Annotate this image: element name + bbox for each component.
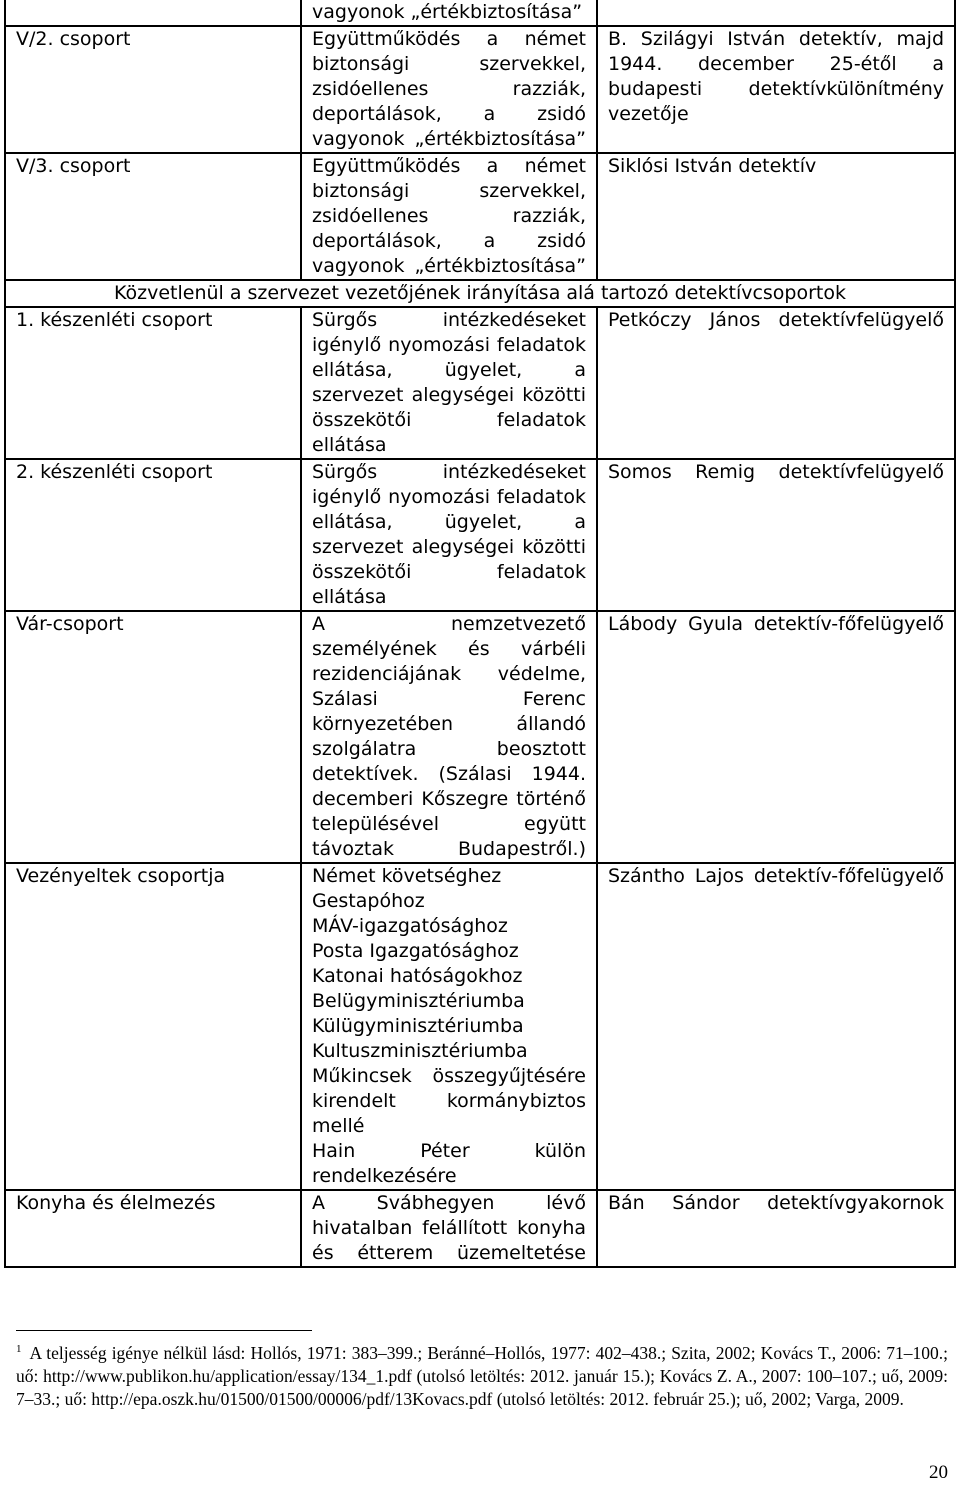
- leader-cell: B. Szilágyi István detektív, majd 1944. december 25-étől a budapesti detektívkülönítmény vezetője: [597, 26, 955, 153]
- assignment-line: Posta Igazgatósághoz: [312, 940, 519, 962]
- leader-cell: Petkóczy János detektívfelügyelő: [597, 307, 955, 459]
- table-row: [5, 611, 955, 863]
- table-row: [5, 0, 955, 26]
- section-header: Közvetlenül a szervezet vezetőjének irányítása alá tartozó detektívcsoportok: [5, 280, 955, 307]
- table-row: [5, 863, 955, 1190]
- page-number: 20: [929, 1462, 948, 1483]
- assignment-line: Kultuszminisztériumba: [312, 1040, 528, 1062]
- leader-cell: Szántho Lajos detektív-főfelügyelő: [597, 863, 955, 1190]
- task-cell: Sürgős intézkedéseket igénylő nyomozási feladatok ellátása, ügyelet, a szervezet alegységei közötti összekötői feladatok ellátása: [301, 307, 597, 459]
- leader-cell: Siklósi István detektív: [597, 153, 955, 280]
- group-name-cell: V/3. csoport: [5, 153, 301, 280]
- footnote-separator: [16, 1330, 312, 1331]
- leader-cell: [597, 0, 955, 26]
- assignment-line: MÁV-igazgatósághoz: [312, 915, 508, 937]
- footnote: [16, 1342, 948, 1411]
- assignment-line: Külügyminisztériumba: [312, 1015, 524, 1037]
- table-section-header-row: [5, 280, 955, 307]
- group-name-cell: Vezényeltek csoportja: [5, 863, 301, 1190]
- leader-cell: Somos Remig detektívfelügyelő: [597, 459, 955, 611]
- task-cell: A nemzetvezető személyének és várbéli rezidenciájának védelme, Szálasi Ferenc környezetében állandó szolgálatra beosztott detektívek. (Szálasi 1944. decemberi Kőszegre történő településével együtt távoztak Budapestről.): [301, 611, 597, 863]
- group-name-cell: [5, 0, 301, 26]
- assignment-line: Katonai hatóságokhoz: [312, 965, 523, 987]
- table-row: [5, 307, 955, 459]
- task-cell: [301, 863, 597, 1190]
- organization-table: [4, 0, 956, 1268]
- assignment-line: Gestapóhoz: [312, 890, 425, 912]
- assignment-line: mellé: [312, 1115, 365, 1137]
- group-name-cell: Konyha és élelmezés: [5, 1190, 301, 1267]
- task-cell: Együttműködés a német biztonsági szervekkel, zsidóellenes razziák, deportálások, a zsidó vagyonok „értékbiztosítása”: [301, 26, 597, 153]
- table-row: [5, 1190, 955, 1267]
- assignment-line: Műkincsek összegyűjtésére kirendelt kormánybiztos: [312, 1065, 586, 1112]
- task-cell: vagyonok „értékbiztosítása”: [301, 0, 597, 26]
- table-row: [5, 153, 955, 280]
- task-cell: Együttműködés a német biztonsági szervekkel, zsidóellenes razziák, deportálások, a zsidó vagyonok „értékbiztosítása”: [301, 153, 597, 280]
- leader-cell: Lábody Gyula detektív-főfelügyelő: [597, 611, 955, 863]
- table-row: [5, 26, 955, 153]
- assignment-line: rendelkezésére: [312, 1165, 457, 1187]
- assignment-line: Német követséghez: [312, 865, 502, 887]
- group-name-cell: Vár-csoport: [5, 611, 301, 863]
- group-name-cell: 1. készenléti csoport: [5, 307, 301, 459]
- footnote-text: A teljesség igénye nélkül lásd: Hollós, 1971: 383–399.; Beránné–Hollós, 1977: 402–438.; Szita, 2002; Kovács T., 2006: 71–100.; uő: http://www.publikon.hu/application/essay/134_1.pdf (utolsó letöltés: 2012. január 15.); Kovács Z. A., 2007: 100–107.; uő, 2009: 7–33.; uő: http://epa.oszk.hu/01500/01500/00006/pdf/13Kovacs.pdf (utolsó letöltés: 2012. február 25.); uő, 2002; Varga, 2009.: [16, 1343, 948, 1409]
- footnote-number: 1: [16, 1343, 22, 1356]
- group-name-cell: V/2. csoport: [5, 26, 301, 153]
- task-cell: Sürgős intézkedéseket igénylő nyomozási feladatok ellátása, ügyelet, a szervezet alegységei közötti összekötői feladatok ellátása: [301, 459, 597, 611]
- group-name-cell: 2. készenléti csoport: [5, 459, 301, 611]
- task-cell: A Svábhegyen lévő hivatalban felállított konyha és étterem üzemeltetése: [301, 1190, 597, 1267]
- assignment-line: Hain Péter külön: [312, 1140, 586, 1162]
- assignment-line: Belügyminisztériumba: [312, 990, 525, 1012]
- leader-cell: Bán Sándor detektívgyakornok: [597, 1190, 955, 1267]
- table-row: [5, 459, 955, 611]
